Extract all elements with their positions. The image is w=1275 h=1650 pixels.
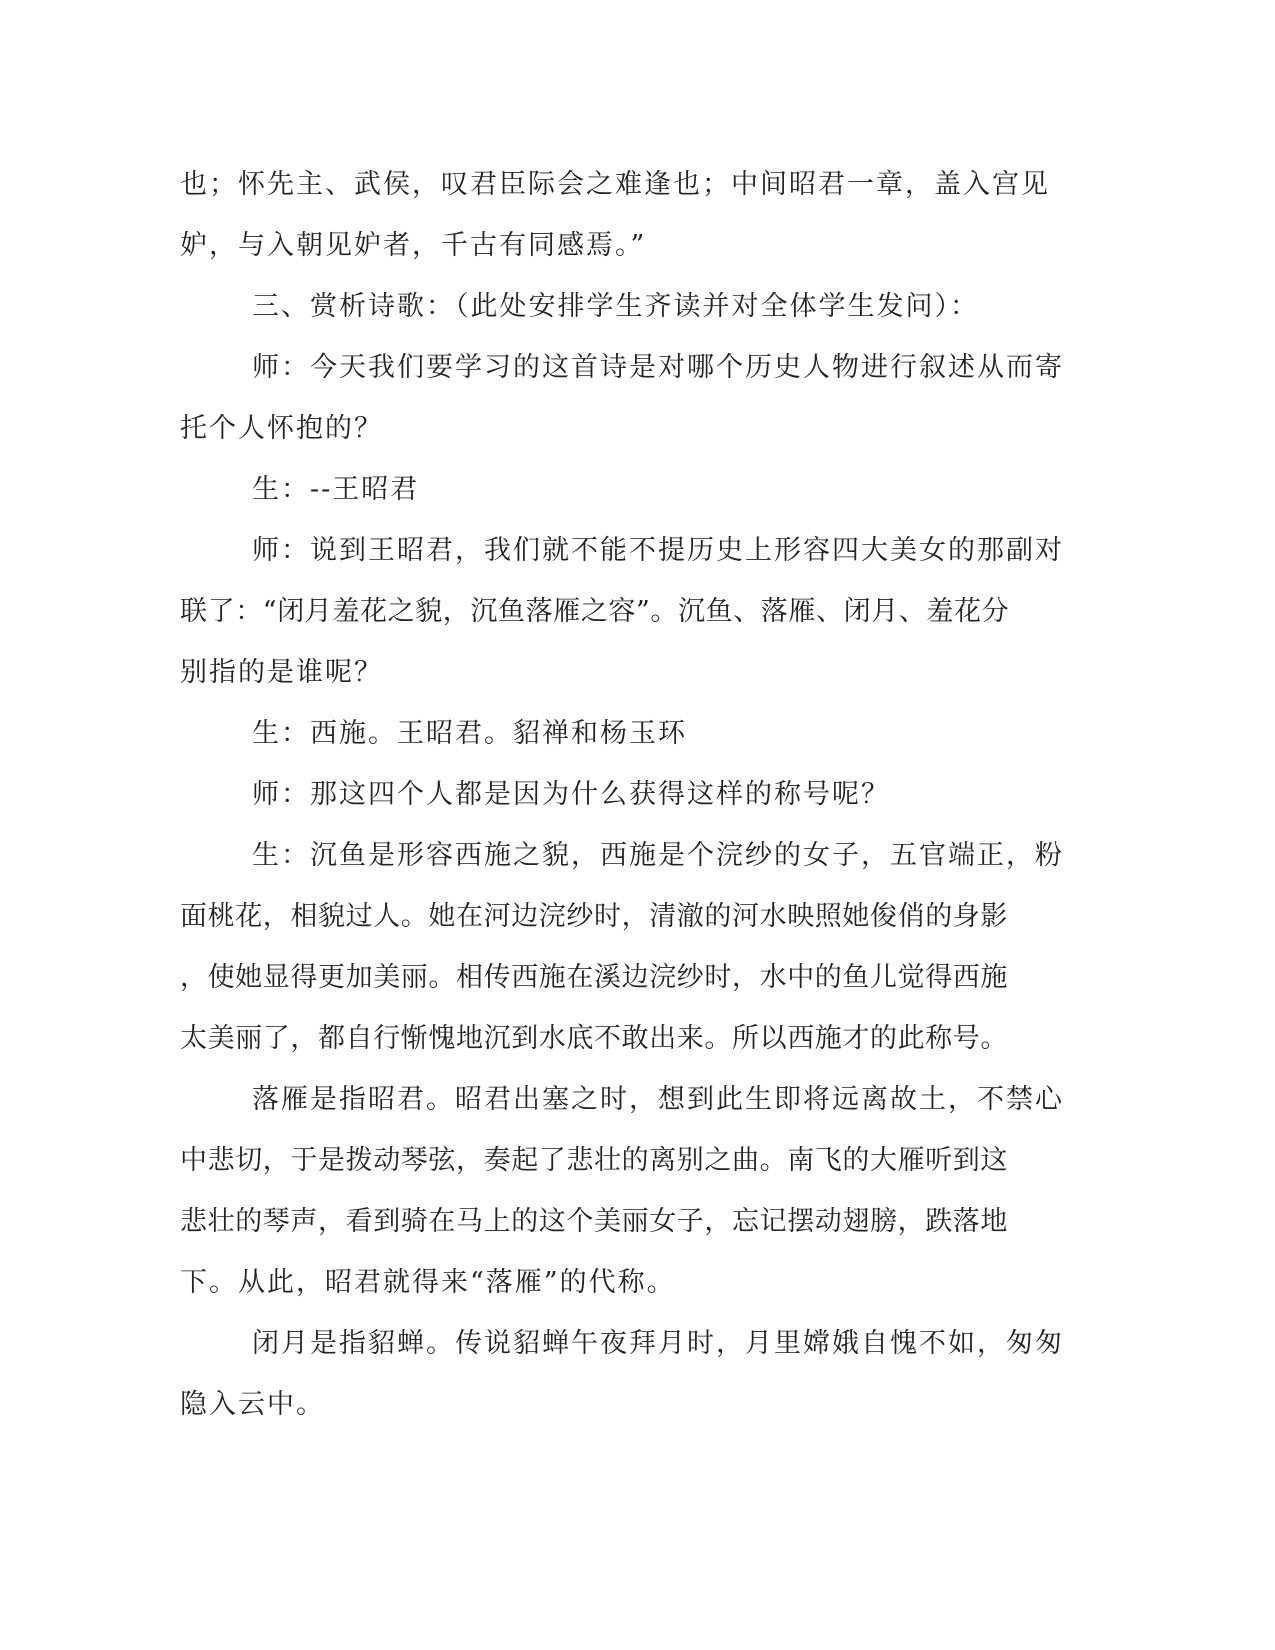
text-line: 太美丽了，都自行惭愧地沉到水底不敢出来。所以西施才的此称号。 xyxy=(180,1023,1008,1054)
text-line: 下。从此，昭君就得来“落雁”的代称。 xyxy=(180,1267,676,1298)
text-line: 闭月是指貂蝉。传说貂蝉午夜拜月时，月里嫦娥自愧不如，匆匆 xyxy=(252,1328,1064,1359)
text-line: 面桃花，相貌过人。她在河边浣纱时，清澈的河水映照她俊俏的身影 xyxy=(180,901,1008,932)
text-line: 生：西施。王昭君。貂禅和杨玉环 xyxy=(252,718,687,749)
text-line: 妒，与入朝见妒者，千古有同感焉。” xyxy=(180,230,647,261)
document-body xyxy=(180,154,1064,1435)
text-line: 生：--王昭君 xyxy=(252,474,420,505)
text-line: 落雁是指昭君。昭君出塞之时，想到此生即将远离故土，不禁心 xyxy=(252,1084,1064,1115)
text-line: 师：说到王昭君，我们就不能不提历史上形容四大美女的那副对 xyxy=(252,535,1064,566)
text-line: 别指的是谁呢？ xyxy=(180,657,383,688)
text-line: 中悲切，于是拨动琴弦，奏起了悲壮的离别之曲。南飞的大雁听到这 xyxy=(180,1145,1008,1176)
text-line: 托个人怀抱的？ xyxy=(180,413,383,444)
text-line: 师：那这四个人都是因为什么获得这样的称号呢？ xyxy=(252,779,890,810)
text-line: 联了：“闭月羞花之貌，沉鱼落雁之容”。沉鱼、落雁、闭月、羞花分 xyxy=(180,596,1010,627)
section-heading: 三、赏析诗歌：（此处安排学生齐读并对全体学生发问）： xyxy=(252,291,979,322)
text-line: 生：沉鱼是形容西施之貌，西施是个浣纱的女子，五官端正，粉 xyxy=(252,840,1064,871)
text-line: ，使她显得更加美丽。相传西施在溪边浣纱时，水中的鱼儿觉得西施 xyxy=(180,962,1008,993)
text-line: 也；怀先主、武侯，叹君臣际会之难逢也；中间昭君一章，盖入宫见 xyxy=(180,169,1050,200)
text-line: 师：今天我们要学习的这首诗是对哪个历史人物进行叙述从而寄 xyxy=(252,352,1064,383)
text-line: 隐入云中。 xyxy=(180,1389,325,1420)
text-line: 悲壮的琴声，看到骑在马上的这个美丽女子，忘记摆动翅膀，跌落地 xyxy=(180,1206,1008,1237)
